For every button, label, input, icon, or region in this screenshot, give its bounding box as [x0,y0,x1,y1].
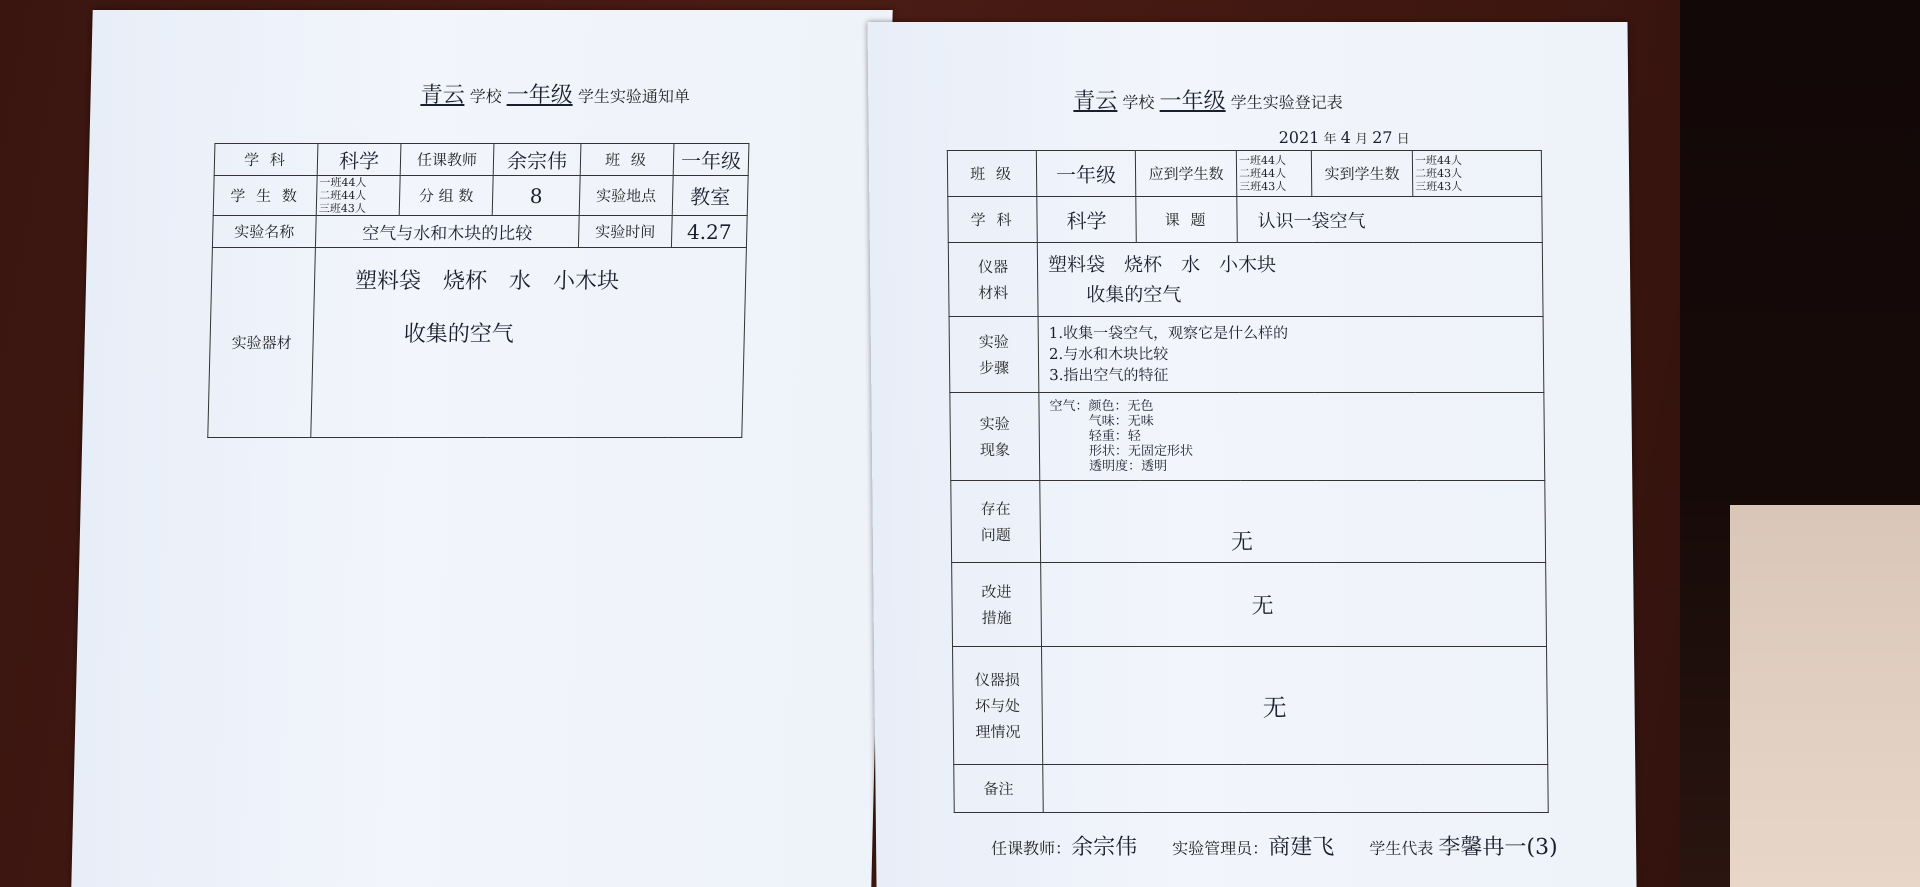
r-value-topic: 认识一袋空气 [1237,197,1542,243]
r-value-remarks [1043,765,1549,813]
r-label-improvements: 改进 措施 [952,563,1042,647]
label-experiment-name: 实验名称 [212,216,316,248]
record-footer [991,830,1558,861]
notice-title-suffix: 学生实验通知单 [577,87,691,106]
date-year: 2021 [1278,128,1320,147]
value-experiment-time: 4.27 [671,216,747,248]
footer-rep-label: 学生代表 [1369,839,1434,858]
footer-admin-signature: 商建飞 [1268,835,1335,860]
record-date [1279,128,1410,147]
value-class: 一年级 [673,144,749,176]
value-students: 一班44人 二班44人 三班43人 [316,176,400,216]
label-teacher: 任课教师 [400,144,494,176]
notice-title [420,78,690,109]
r-value-materials: 塑料袋 烧杯 水 小木块 收集的空气 [1037,243,1543,317]
footer-teacher-label: 任课教师： [991,839,1072,858]
footer-admin-label: 实验管理员： [1172,839,1269,858]
notice-title-school: 青云 [420,83,465,108]
r-label-class: 班 级 [947,151,1036,197]
r-label-problems: 存在 问题 [951,481,1041,563]
r-value-damage: 无 [1042,647,1548,765]
record-title [1073,84,1343,115]
record-title-grade: 一年级 [1159,89,1226,114]
r-value-expected: 一班44人 二班44人 三班43人 [1236,151,1311,197]
label-experiment-time: 实验时间 [578,216,672,248]
date-year-unit: 年 [1323,132,1337,147]
r-value-phenomena: 空气：颜色：无色 气味：无味 轻重：轻 形状：无固定形状 透明度：透明 [1039,393,1545,481]
label-equipment: 实验器材 [208,248,316,438]
r-label-topic: 课 题 [1136,197,1237,243]
footer-teacher-signature: 余宗伟 [1071,835,1138,860]
notice-table [207,143,749,438]
r-label-phenomena: 实验 现象 [950,393,1040,481]
date-month-unit: 月 [1354,132,1369,147]
label-class: 班 级 [580,144,674,176]
value-subject: 科学 [317,144,401,176]
record-title-suffix: 学生实验登记表 [1230,93,1343,112]
record-title-mid: 学校 [1122,93,1155,112]
notice-title-grade: 一年级 [506,83,574,108]
label-groups: 分 组 数 [399,176,493,216]
label-location: 实验地点 [579,176,673,216]
equipment-line-1: 塑料袋 烧杯 水 小木块 [354,269,620,294]
r-label-subject: 学 科 [948,197,1037,243]
record-table [947,150,1549,813]
r-label-expected: 应到学生数 [1135,151,1236,197]
label-students: 学 生 数 [213,176,317,216]
value-location: 教室 [672,176,748,216]
r-value-steps: 1.收集一袋空气，观察它是什么样的 2.与水和木块比较 3.指出空气的特征 [1038,317,1544,393]
r-value-problems: 无 [1040,481,1546,563]
date-day-unit: 日 [1396,132,1410,147]
r-label-actual: 实到学生数 [1311,151,1412,197]
r-value-improvements: 无 [1041,563,1547,647]
r-label-steps: 实验 步骤 [949,317,1039,393]
r-value-class: 一年级 [1036,151,1135,197]
record-title-school: 青云 [1073,89,1118,114]
date-month: 4 [1340,128,1351,147]
experiment-record-sheet [867,22,1636,887]
footer-rep-signature: 李馨冉一(3) [1438,835,1558,860]
value-experiment-name: 空气与水和木块的比较 [315,216,579,248]
notice-title-mid: 学校 [469,87,502,106]
date-day: 27 [1372,128,1393,147]
floor-background [1730,505,1920,887]
value-equipment [311,248,747,438]
equipment-line-2: 收集的空气 [403,322,515,347]
r-value-actual: 一班44人 二班43人 三班43人 [1412,151,1541,197]
value-teacher: 余宗伟 [493,144,581,176]
experiment-notice-sheet [71,10,892,887]
r-value-subject: 科学 [1037,197,1136,243]
r-label-remarks: 备注 [954,765,1044,813]
label-subject: 学 科 [214,144,318,176]
r-label-damage: 仪器损 坏与处 理情况 [953,647,1043,765]
r-label-materials: 仪器 材料 [948,243,1038,317]
value-groups: 8 [492,176,580,216]
